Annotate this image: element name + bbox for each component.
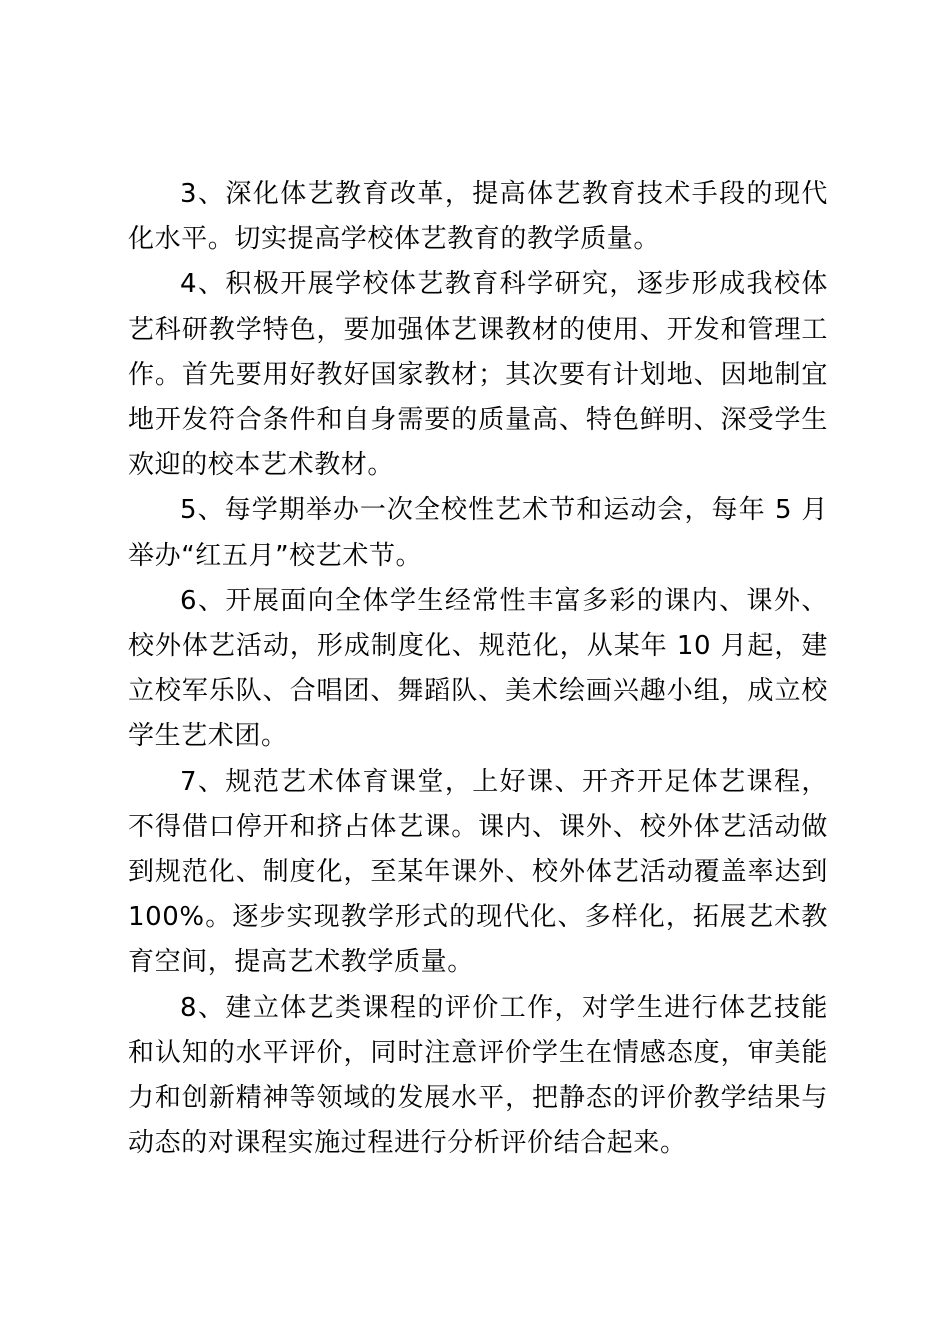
paragraph-item-3: 3、深化体艺教育改革，提高体艺教育技术手段的现代化水平。切实提高学校体艺教育的教学质量。 xyxy=(128,179,828,255)
paragraph-item-4: 4、积极开展学校体艺教育科学研究，逐步形成我校体艺科研教学特色，要加强体艺课教材的使用、开发和管理工作。首先要用好教好国家教材；其次要有计划地、因地制宜地开发符合条件和自身需要的质量高、特色鲜明、深受学生欢迎的校本艺术教材。 xyxy=(128,269,828,481)
paragraph-item-5: 5、每学期举办一次全校性艺术节和运动会，每年 5 月举办“红五月”校艺术节。 xyxy=(128,495,828,571)
paragraph-item-8: 8、建立体艺类课程的评价工作，对学生进行体艺技能和认知的水平评价，同时注意评价学生在情感态度，审美能力和创新精神等领域的发展水平，把静态的评价教学结果与动态的对课程实施过程进行分析评价结合起来。 xyxy=(128,992,828,1159)
paragraph-item-6: 6、开展面向全体学生经常性丰富多彩的课内、课外、校外体艺活动，形成制度化、规范化，从某年 10 月起，建立校军乐队、合唱团、舞蹈队、美术绘画兴趣小组，成立校学生艺术团。 xyxy=(128,585,828,752)
document-body xyxy=(128,172,828,1166)
paragraph-item-7: 7、规范艺术体育课堂，上好课、开齐开足体艺课程，不得借口停开和挤占体艺课。课内、课外、校外体艺活动做到规范化、制度化，至某年课外、校外体艺活动覆盖率达到 100%。逐步实现教学形式的现代化、多样化，拓展艺术教育空间，提高艺术教学质量。 xyxy=(128,766,828,978)
